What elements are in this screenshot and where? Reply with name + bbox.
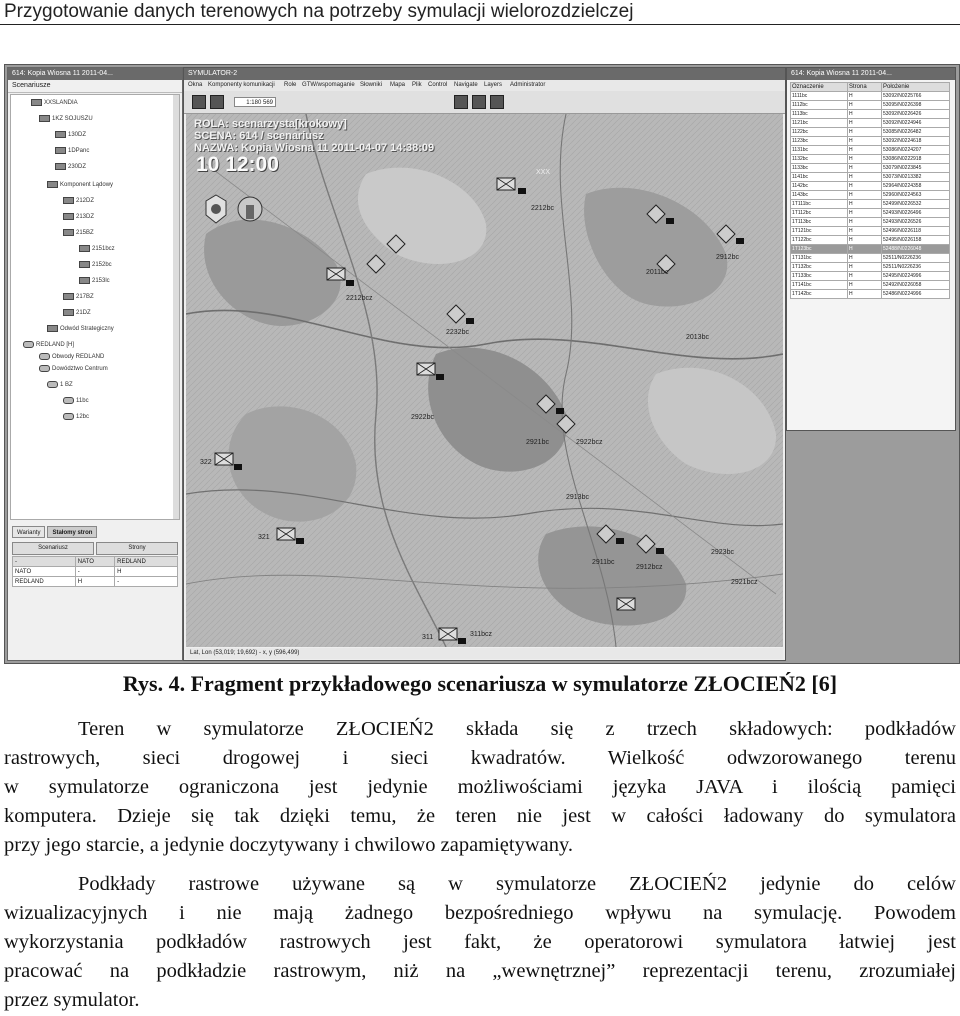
unit-icon [47,325,58,332]
tree-node[interactable]: Odwód Strategiczny [47,325,114,333]
relations-header-cell: REDLAND [115,557,178,567]
table-cell: 1T132bc [791,263,848,272]
scenario-button[interactable]: Scenariusz [12,542,94,555]
text-line: Podkłady rastrowe używane są w symulatorze ZŁOCIEŃ2 jedynie do celów [78,873,956,895]
relations-table [12,556,178,587]
unit-positions-window [786,67,956,431]
tree-node[interactable]: 1 BZ [47,381,73,389]
unit-label: 2911bc [592,559,615,566]
menu-item[interactable]: Słowniki [360,82,383,88]
table-cell: H [848,272,882,281]
tree-menu-scenarios[interactable]: Scenariusze [8,80,182,93]
tree-node[interactable]: 230DZ [55,163,86,171]
menu-item[interactable]: Plik [412,82,422,88]
unit-label: 2922bcz [576,439,603,446]
simulator-screenshot [4,64,960,664]
layer-icon[interactable] [454,95,468,109]
tree-node[interactable]: 2153lc [79,277,110,285]
table-row[interactable] [791,209,950,218]
table-row[interactable] [791,164,950,173]
menu-item[interactable]: Komponenty komunikacji [208,82,275,88]
unit-icon [39,353,50,360]
table-row[interactable] [791,173,950,182]
table-cell: H [848,101,882,110]
terrain-map [186,114,783,647]
table-cell: 52964/N0224358 [881,182,949,191]
table-cell: 52493/N0226526 [881,218,949,227]
table-cell: 52495/N0224996 [881,272,949,281]
running-header [0,0,960,25]
text-line: wykorzystania podkładów rastrowych jest fakt, że operatorowi symulatora łatwiej jest [4,931,956,953]
unit-icon [63,397,74,404]
tree-node[interactable]: 217BZ [63,293,94,301]
unit-icon [63,309,74,316]
map-window-title: SYMULATOR-2 [184,68,785,80]
table-cell: 1131bc [791,146,848,155]
table-cell: 1T111bc [791,200,848,209]
scenario-tree-window [7,67,183,661]
unit-icon [31,99,42,106]
table-cell: 52493/N0226496 [881,209,949,218]
text-line: pracować na podkładzie rastrowym, niż na „wewnętrznej” reprezentacji terenu, zrozumiałej [4,960,956,982]
unit-positions-table [790,82,950,299]
tree-node[interactable]: 11bc [63,397,89,405]
tree-node[interactable]: Obwody REDLAND [39,353,104,361]
unit-label: 2212bc [531,205,554,212]
menu-item[interactable]: Navigate [454,82,478,88]
unit-label: 2923bc [711,549,734,556]
running-header-text: Przygotowanie danych terenowych na potrzeby symulacji wielorozdzielczej [4,1,634,22]
table-row[interactable] [791,119,950,128]
unit-label: 2912bcz [636,564,663,571]
table-cell: 1121bc [791,119,848,128]
table-cell: 53079/N0223845 [881,164,949,173]
unit-label: 2212bcz [346,295,373,302]
save-icon[interactable] [490,95,504,109]
tree-node[interactable]: 1DPanc [55,147,89,155]
map-canvas[interactable] [186,114,783,647]
unit-icon [79,277,90,284]
unit-icon [63,413,74,420]
unit-icon [39,115,50,122]
unit-icon [39,365,50,372]
table-cell: 52486/N0224996 [881,290,949,299]
table-cell: H [848,200,882,209]
tree-node[interactable]: 212DZ [63,197,94,205]
table-row[interactable] [791,182,950,191]
relations-header-cell: - [13,557,76,567]
unit-label: XXX [536,169,551,176]
table-cell: 1141bc [791,173,848,182]
tree-node[interactable]: 130DZ [55,131,86,139]
menu-item[interactable]: Control [428,82,448,88]
table-header-row [791,83,950,92]
unit-icon [55,131,66,138]
zoom-icon[interactable] [192,95,206,109]
table-cell: H [848,146,882,155]
scene-label: SCENA: 614 / scenariusz [194,130,324,142]
table-cell: 53092/N0224946 [881,119,949,128]
unit-label: 2922bc [411,414,434,421]
paragraph-2 [4,870,956,1015]
table-cell: 1T123bc [791,245,848,254]
table-row[interactable] [791,281,950,290]
table-row[interactable] [791,92,950,101]
table-cell: 52495/N0226158 [881,236,949,245]
table-row[interactable] [791,101,950,110]
unit-label: 2921bc [526,439,549,446]
table-row[interactable] [791,290,950,299]
text-line: Teren w symulatorze ZŁOCIEŃ2 składa się z trzech składowych: podkładów [78,718,956,740]
table-cell: 52960/N0224563 [881,191,949,200]
table-cell: H [848,254,882,263]
paragraph-1 [4,715,956,860]
table-cell: 1122bc [791,128,848,137]
helmet-icon [238,197,262,221]
tree-node[interactable]: XXSLANDIA [31,99,78,107]
table-cell: H [848,227,882,236]
table-cell: H [848,155,882,164]
table-cell: 53092/N0226426 [881,110,949,119]
table-row[interactable] [791,263,950,272]
table-row[interactable] [791,155,950,164]
tree-node[interactable]: 215BZ [63,229,94,237]
unit-label: 2912bc [716,254,739,261]
table-cell: 1123bc [791,137,848,146]
table-row[interactable]: REDLAND H - [13,577,178,587]
table-cell: H [848,263,882,272]
menu-item[interactable]: Role [284,82,297,88]
table-row[interactable] [791,218,950,227]
unit-icon [23,341,34,348]
relations-header-cell: NATO [75,557,114,567]
table-row[interactable] [791,227,950,236]
unit-icon [63,229,74,236]
unit-icon [47,181,58,188]
table-cell: 53085/N0226482 [881,128,949,137]
column-header[interactable]: Oznaczenie [791,83,848,92]
grid-icon[interactable] [472,95,486,109]
unit-icon [47,381,58,388]
unit-icon [63,197,74,204]
table-cell: H [848,281,882,290]
table-cell: H [848,290,882,299]
table-row[interactable] [791,200,950,209]
table-row[interactable] [791,137,950,146]
table-cell: H [848,218,882,227]
table-cell: H [848,119,882,128]
table-cell: 1111bc [791,92,848,101]
table-row[interactable]: NATO - H [13,567,178,577]
table-cell: H [848,173,882,182]
menu-item[interactable]: Layers [484,82,503,88]
menu-item[interactable]: Mapa [390,82,406,88]
sides-button[interactable]: Strony [96,542,178,555]
unit-label: 2013bc [686,334,709,341]
table-cell: 53092/N0225766 [881,92,949,101]
table-cell: H [848,182,882,191]
tree-node[interactable]: REDLAND [H] [23,341,74,349]
tab-stalomy-stron[interactable]: Stałomy stron [47,526,97,538]
table-cell: 52496/N0226118 [881,227,949,236]
tree-node[interactable]: 2152bc [79,261,112,269]
name-label: NAZWA: Kopia Wiosna 11 2011-04-07 14:38:09 [194,142,435,154]
role-label: ROLA: scenarzysta[krokowy] [194,118,347,130]
text-line: przez symulator. [4,989,140,1011]
tree-node[interactable]: 12bc [63,413,89,421]
table-row[interactable] [791,146,950,155]
table-row[interactable] [791,272,950,281]
table-cell: 52488/N0226048 [881,245,949,254]
unit-label: 2913bc [566,494,589,501]
unit-icon [55,163,66,170]
table-cell: 1142bc [791,182,848,191]
table-cell: 1T133bc [791,272,848,281]
table-cell: 1133bc [791,164,848,173]
table-cell: H [848,92,882,101]
menu-item[interactable]: Okna [188,82,203,88]
table-cell: 1T142bc [791,290,848,299]
table-row[interactable] [791,254,950,263]
simulation-time: 10 12:00 [196,153,279,176]
table-cell: 53092/N0224618 [881,137,949,146]
unit-icon [55,147,66,154]
unit-icon [63,293,74,300]
text-line: komputera. Dzieje się tak dzięki temu, że teren nie jest w całości ładowany do symulatora [4,805,956,827]
tree-window-title: 614: Kopia Wiosna 11 2011-04... [8,68,182,80]
figure-caption: Rys. 4. Fragment przykładowego scenariusza w symulatorze ZŁOCIEŃ2 [6] [122,671,838,696]
table-cell: 53095/N0226398 [881,101,949,110]
tree-node[interactable]: 21DZ [63,309,91,317]
unit-label: 322 [200,459,212,466]
unit-icon [63,213,74,220]
tree-node[interactable]: Komponent Lądowy [47,181,113,189]
table-cell: 1T112bc [791,209,848,218]
menu-item[interactable]: GTW/wspomaganie [302,82,355,88]
table-cell: 1132bc [791,155,848,164]
table-row[interactable] [791,110,950,119]
tree-node[interactable]: 213DZ [63,213,94,221]
table-row[interactable] [791,245,950,254]
table-cell: 1T141bc [791,281,848,290]
text-line: przy jego starcie, a jedynie doczytywany i chwilowo zapamiętywany. [4,834,574,856]
unit-label: 321 [258,534,270,541]
table-cell: H [848,209,882,218]
scale-input[interactable]: 1:180 569 [234,97,276,107]
table-cell: 52511/N0226236 [881,263,949,272]
tree-node[interactable]: Dowództwo Centrum [39,365,108,373]
table-row[interactable] [791,128,950,137]
table-cell: 1T122bc [791,236,848,245]
pan-icon[interactable] [210,95,224,109]
unit-label: 2011bc [646,269,669,276]
tree-node[interactable]: 2151bcz [79,245,115,253]
table-cell: H [848,110,882,119]
table-cell: H [848,137,882,146]
unit-label: 2921bcz [731,579,758,586]
table-row[interactable] [791,236,950,245]
table-cell: 1T121bc [791,227,848,236]
column-header[interactable]: Strona [848,83,882,92]
table-cell: H [848,164,882,173]
tree-tabs [12,526,97,538]
scenario-tree [10,94,180,520]
table-cell: H [848,245,882,254]
menu-item[interactable]: Administrator [510,82,546,88]
tree-node[interactable]: 1KZ SOJUSZU [39,115,93,123]
table-cell: 52511/N0226236 [881,254,949,263]
text-line: w symulatorze ograniczona jest jedynie możliwościami języka JAVA i ilością pamięci [4,776,956,798]
table-cell: 52492/N0226058 [881,281,949,290]
table-cell: 1113bc [791,110,848,119]
unit-label: 311bcz [470,631,493,638]
text-line: rastrowych, sieci drogowej i sieci kwadratów. Wielkość odwzorowanego terenu [4,747,956,769]
table-cell: H [848,236,882,245]
table-cell: 1143bc [791,191,848,200]
table-cell: H [848,128,882,137]
table-cell: 1T113bc [791,218,848,227]
table-cell: 1112bc [791,101,848,110]
text-line: wizualizacyjnych i nie mają żadnego bezpośredniego wpływu na symulację. Powodem [4,902,956,924]
map-toolbar [184,91,785,114]
table-cell: H [848,191,882,200]
table-row[interactable] [791,191,950,200]
tree-scrollbar[interactable] [173,95,179,519]
table-cell: 53086/N0222918 [881,155,949,164]
column-header[interactable]: Położenie [881,83,949,92]
unit-icon [79,245,90,252]
positions-window-title: 614: Kopia Wiosna 11 2011-04... [787,68,955,80]
table-cell: 52499/N0226532 [881,200,949,209]
unit-label: 311 [422,634,434,641]
unit-label: 2232bc [446,329,469,336]
tab-warianty[interactable]: Warianty [12,526,45,538]
simulator-map-window [183,67,786,661]
unit-icon [79,261,90,268]
table-cell: 1T131bc [791,254,848,263]
table-cell: 53086/N0224207 [881,146,949,155]
map-status-bar: Lat, Lon (53,019; 19,692) - x, y (596,499) [186,648,783,659]
table-cell: 53073/N0213382 [881,173,949,182]
